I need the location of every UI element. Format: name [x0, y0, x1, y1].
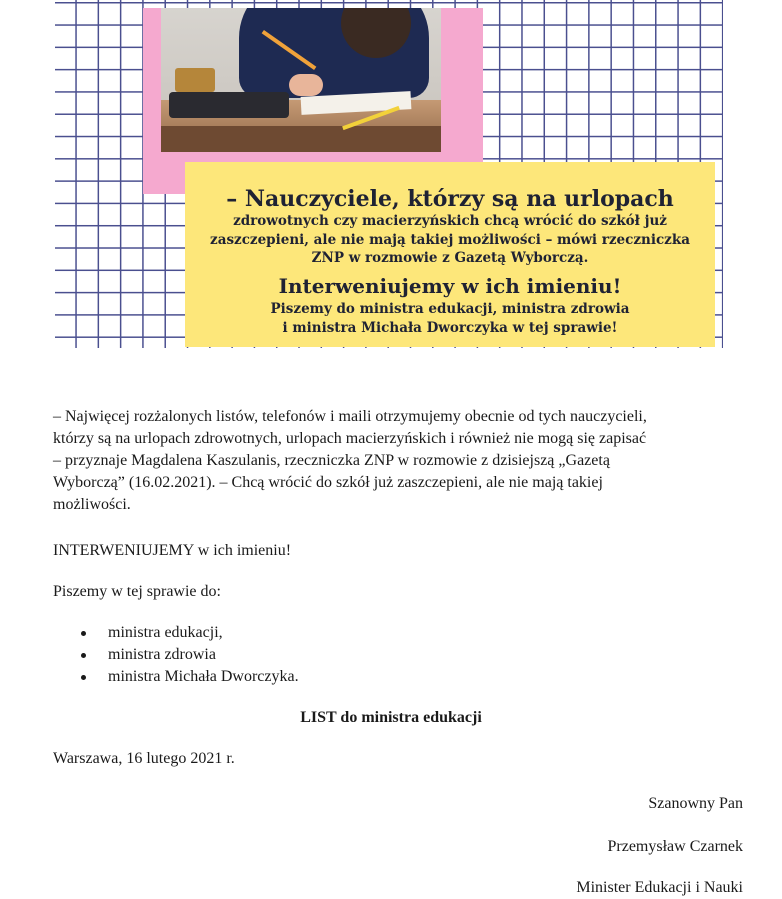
photo-hand: [289, 74, 323, 96]
banner-sub-line: i ministra Michała Dworczyka w tej sprawie!: [282, 319, 618, 336]
paragraph-line: możliwości.: [53, 496, 131, 513]
paragraph-line: którzy są na urlopach zdrowotnych, urlopach macierzyńskich i również nie mogą się zapisać: [53, 430, 647, 447]
letter-date: Warszawa, 16 lutego 2021 r.: [53, 750, 235, 767]
list-item: [53, 666, 299, 688]
bullet-icon: [81, 675, 86, 680]
letter-heading: LIST do ministra edukacji: [300, 709, 482, 726]
article-paragraph-2: INTERWENIUJEMY w ich imieniu!: [53, 542, 292, 559]
addressee-title: Minister Edukacji i Nauki: [576, 879, 743, 896]
paragraph-line: – Najwięcej rozżalonych listów, telefonów i maili otrzymujemy obecnie od tych nauczycieli,: [53, 408, 647, 425]
banner-body-line: zaszczepieni, ale nie mają takiej możliwości – mówi rzeczniczka: [210, 231, 690, 248]
addressee-name: Przemysław Czarnek: [607, 838, 743, 855]
list-item-label: ministra Michała Dworczyka.: [108, 668, 299, 685]
banner-title: – Nauczyciele, którzy są na urlopach: [226, 186, 674, 212]
banner-body: [185, 212, 715, 268]
banner-text-box: [185, 162, 715, 347]
addressee-salutation: Szanowny Pan: [648, 795, 743, 812]
list-item-label: ministra edukacji,: [108, 624, 223, 641]
student-writing-photo: [161, 8, 441, 152]
photo-box: [175, 68, 215, 92]
paragraph-line: Wyborczą” (16.02.2021). – Chcą wrócić do szkół już zaszczepieni, ale nie mają takiej: [53, 474, 603, 491]
article-paragraph-1: [53, 406, 753, 516]
banner-subtitle: [185, 300, 715, 338]
photo-desk-edge: [161, 126, 441, 152]
bullet-icon: [81, 653, 86, 658]
list-item-label: ministra zdrowia: [108, 646, 216, 663]
banner-body-line: ZNP w rozmowie z Gazetą Wyborczą.: [311, 250, 589, 266]
article-paragraph-3: Piszemy w tej sprawie do:: [53, 583, 221, 600]
paragraph-line: – przyznaje Magdalena Kaszulanis, rzeczniczka ZNP w rozmowie z dzisiejszą „Gazetą: [53, 452, 610, 469]
list-item: [53, 622, 299, 644]
banner-sub-line: Piszemy do ministra edukacji, ministra zdrowia: [270, 300, 630, 317]
list-item: [53, 644, 299, 666]
recipients-list: [53, 622, 299, 688]
bullet-icon: [81, 631, 86, 636]
article-banner: [55, 0, 723, 348]
banner-body-line: zdrowotnych czy macierzyńskich chcą wrócić do szkół już: [233, 213, 667, 229]
photo-pencil-case: [169, 92, 289, 118]
banner-headline: Interweniujemy w ich imieniu!: [278, 273, 622, 298]
